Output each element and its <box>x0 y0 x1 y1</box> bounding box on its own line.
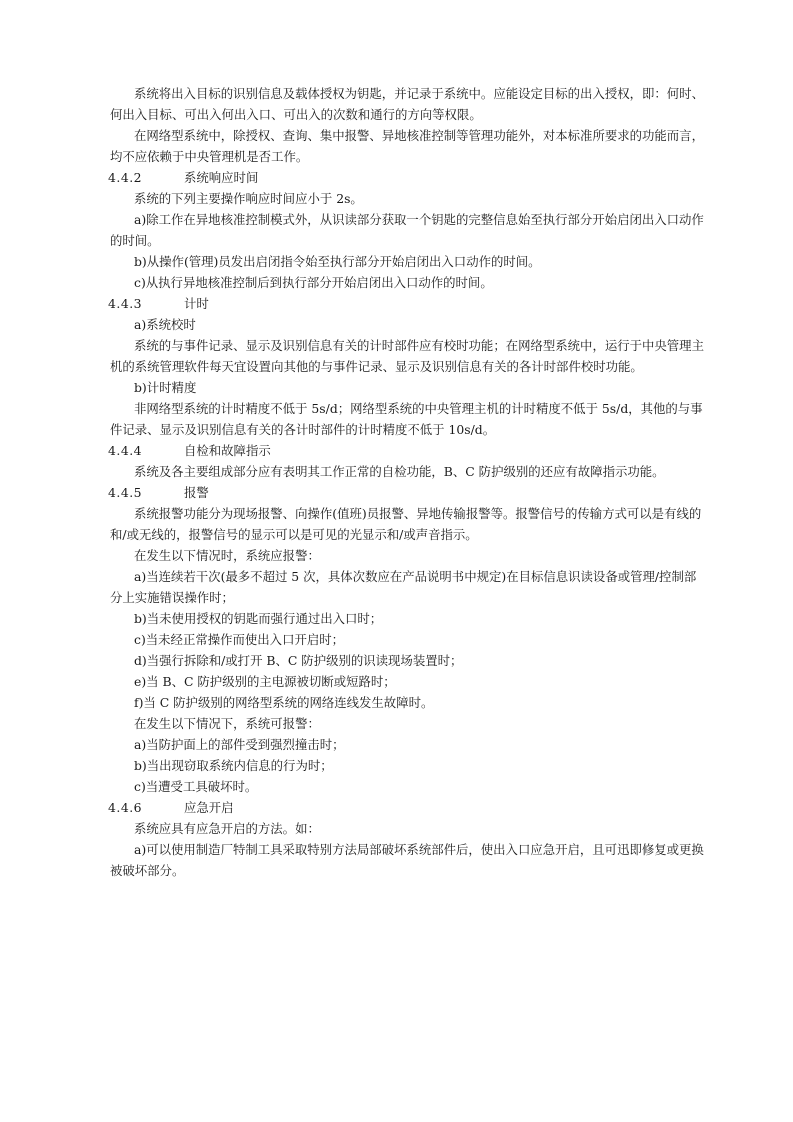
paragraph-line: 在发生以下情况时，系统应报警： <box>134 548 320 563</box>
paragraph-line: 何出入目标、可出入何出入口、可出入的次数和通行的方向等权限。 <box>110 107 482 122</box>
paragraph <box>110 209 704 251</box>
paragraph <box>110 818 684 839</box>
section-number: 4.4.3 <box>108 296 143 311</box>
paragraph-line: b)当出现窃取系统内信息的行为时； <box>134 758 333 773</box>
paragraph-line: 系统应具有应急开启的方法。如： <box>134 821 320 836</box>
section-number: 4.4.2 <box>108 170 143 185</box>
paragraph-line: 在发生以下情况下，系统可报警： <box>134 716 320 731</box>
paragraph <box>110 272 684 293</box>
paragraph-line: a)当防护面上的部件受到强烈撞击时； <box>134 737 345 752</box>
section-heading <box>108 797 684 818</box>
section-title: 计时 <box>184 296 209 311</box>
paragraph <box>110 545 684 566</box>
paragraph-line: 机的系统管理软件每天宜设置向其他的与事件记录、显示及识别信息有关的各计时部件校时功能。 <box>110 359 643 374</box>
paragraph <box>110 671 684 692</box>
paragraph-line: 分上实施错误操作时； <box>110 590 234 605</box>
paragraph-line: c)当未经正常操作而使出入口开启时； <box>134 632 345 647</box>
paragraph-line: 系统的与事件记录、显示及识别信息有关的计时部件应有校时功能；在网络型系统中，运行于中央管理主 <box>134 338 704 353</box>
paragraph-line: a)除工作在异地核准控制模式外，从识读部分获取一个钥匙的完整信息始至执行部分开始启闭出入口动作 <box>134 212 704 227</box>
paragraph-line: 均不应依赖于中央管理机是否工作。 <box>110 149 309 164</box>
paragraph-line: a)系统校时 <box>134 317 196 332</box>
document-body <box>108 83 704 881</box>
paragraph <box>110 608 684 629</box>
paragraph-line: b)当未使用授权的钥匙而强行通过出入口时； <box>134 611 383 626</box>
paragraph-line: 被破坏部分。 <box>110 863 185 878</box>
paragraph-line: d)当强行拆除和/或打开 B、C 防护级别的识读现场装置时； <box>134 653 463 668</box>
paragraph <box>110 377 684 398</box>
paragraph <box>110 314 684 335</box>
paragraph-line: 在网络型系统中，除授权、查询、集中报警、异地核准控制等管理功能外，对本标准所要求的功能而言， <box>134 128 704 143</box>
paragraph <box>110 83 704 125</box>
paragraph <box>110 692 684 713</box>
section-title: 应急开启 <box>184 800 234 815</box>
section-heading <box>108 167 684 188</box>
section-number: 4.4.6 <box>108 800 143 815</box>
paragraph <box>110 335 704 377</box>
paragraph <box>110 188 684 209</box>
paragraph <box>110 461 684 482</box>
paragraph <box>110 734 684 755</box>
paragraph-line: b)从操作(管理)员发出启闭指令始至执行部分开始启闭出入口动作的时间。 <box>134 254 541 269</box>
paragraph-line: 系统将出入目标的识别信息及载体授权为钥匙，并记录于系统中。应能设定目标的出入授权，即：何时、 <box>134 86 704 101</box>
paragraph-line: 系统及各主要组成部分应有表明其工作正常的自检功能，B、C 防护级别的还应有故障指示功能。 <box>134 464 665 479</box>
paragraph <box>110 125 704 167</box>
paragraph-line: a)当连续若干次(最多不超过 5 次，具体次数应在产品说明书中规定)在目标信息识读设备或管理/控制部 <box>134 569 697 584</box>
paragraph <box>110 629 684 650</box>
paragraph <box>110 839 704 881</box>
paragraph <box>110 776 684 797</box>
paragraph-line: 的时间。 <box>110 233 160 248</box>
paragraph <box>110 713 684 734</box>
paragraph <box>110 398 703 440</box>
paragraph-line: b)计时精度 <box>134 380 197 395</box>
section-title: 系统响应时间 <box>184 170 259 185</box>
paragraph-line: 系统报警功能分为现场报警、向操作(值班)员报警、异地传输报警等。报警信号的传输方式可以是有线的 <box>134 506 702 521</box>
paragraph-line: c)当遭受工具破坏时。 <box>134 779 258 794</box>
paragraph-line: 系统的下列主要操作响应时间应小于 2s。 <box>134 191 363 206</box>
section-title: 自检和故障指示 <box>184 443 271 458</box>
section-number: 4.4.5 <box>108 485 143 500</box>
section-number: 4.4.4 <box>108 443 143 458</box>
paragraph <box>110 503 702 545</box>
paragraph <box>110 650 684 671</box>
paragraph-line: e)当 B、C 防护级别的主电源被切断或短路时； <box>134 674 396 689</box>
paragraph <box>110 755 684 776</box>
section-heading <box>108 440 684 461</box>
section-title: 报警 <box>184 485 209 500</box>
section-heading <box>108 293 684 314</box>
section-heading <box>108 482 684 503</box>
paragraph <box>110 251 684 272</box>
paragraph-line: 和/或无线的，报警信号的显示可以是可见的光显示和/或声音指示。 <box>110 527 478 542</box>
paragraph <box>110 566 697 608</box>
paragraph-line: a)可以使用制造厂特制工具采取特别方法局部破坏系统部件后，使出入口应急开启，且可迅即修复或更换 <box>134 842 704 857</box>
paragraph-line: c)从执行异地核准控制后到执行部分开始启闭出入口动作的时间。 <box>134 275 493 290</box>
paragraph-line: 件记录、显示及识别信息有关的各计时部件的计时精度不低于 10s/d。 <box>110 422 496 437</box>
paragraph-line: 非网络型系统的计时精度不低于 5s/d；网络型系统的中央管理主机的计时精度不低于 5s/d，其他的与事 <box>134 401 703 416</box>
paragraph-line: f)当 C 防护级别的网络型系统的网络连线发生故障时。 <box>134 695 434 710</box>
